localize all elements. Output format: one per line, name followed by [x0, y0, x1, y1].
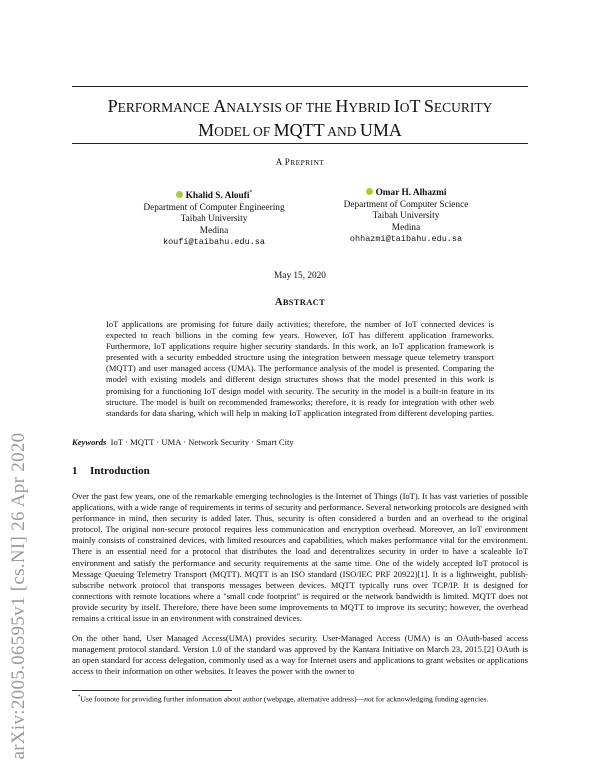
footnote-rule [72, 690, 232, 691]
abstract-text: IoT applications are promising for future daily activities; therefore, the number of IoT connected devices is expected to reach billions in the coming few years. However, IoT has different application frameworks. Furthermore, IoT applications require higher security standards. In this work, an IoT application framework is presented with a security embedded structure using the integration between message queue telemetry transport (MQTT) and user managed access (UMA). The performance analysis of the model is presented. Comparing the model with existing models and different design structures shows that the model presented in this work is promising for a functioning IoT design model with security. The security in the model is a built-in feature in its structure. The model is built on recommended frameworks; therefore, it is ready for integration with other web standards for data sharing, which will help in making IoT application integrated from different developing parties. [106, 319, 494, 418]
author-name-1: Khalid S. Aloufi* [104, 188, 324, 203]
section-number: 1 [72, 465, 78, 477]
author-name-2: Omar H. Alhazmi [296, 188, 516, 200]
title-bottom-rule [72, 143, 528, 144]
author-univ-1: Taibah University [180, 214, 248, 225]
author-dept-1: Department of Computer Engineering [143, 202, 285, 213]
footnote: *Use footnote for providing further information about author (webpage, alternative address)—not for acknowledging funding agencies. [77, 694, 489, 704]
orcid-icon[interactable] [176, 191, 183, 198]
orcid-icon[interactable] [366, 188, 373, 195]
author-city-2: Medina [391, 222, 421, 233]
author-email-1[interactable]: koufi@taibahu.edu.sa [162, 237, 266, 248]
title-line-2: MODEL OF MQTT AND UMA [198, 120, 402, 140]
keywords-text: IoT · MQTT · UMA · Network Security · Smart City [110, 437, 294, 447]
section-title: Introduction [90, 465, 150, 477]
author-dept-2: Department of Computer Science [343, 199, 469, 210]
keywords-line [72, 437, 294, 447]
arxiv-stamp [6, 210, 32, 760]
keywords-label: Keywords [72, 437, 107, 447]
intro-paragraph-2: On the other hand, User Managed Access(UMA) provides security. User-Managed Access (UMA) is an OAuth-based access management protocol standard. Version 1.0 of the standard was approved by the Kantara Initiative on March 23, 2015.[2] OAuth is an open standard for access delegation, commonly used as a way for Internet users and applications to grant websites or applications access to their information on other websites. It leaves the power with the owner to [72, 633, 528, 677]
preprint-label: A PREPRINT [275, 157, 325, 167]
abstract-heading: ABSTRACT [274, 297, 326, 308]
arxiv-id: arXiv:2005.06595v1 [cs.NI] 26 Apr 2020 [8, 432, 29, 760]
author-block-2 [296, 188, 516, 246]
intro-paragraph-1: Over the past few years, one of the remarkable emerging technologies is the Internet of Things (IoT). It has vast varieties of possible applications, with a wide range of requirements in terms of security and performance. Several networking protocols are designed with performance in mind, then security is added later. Thus, security is often considered a burden and an overhead to the original protocol. The original non-secure protocol requires less communication and encryption overhead. Moreover, an IoT environment mainly consists of constrained devices, with limited resources and capabilities, which makes performance vital for the environment. There is an essential need for a protocol that distributes the load and decentralizes security in order to have a scaleable IoT environment and satisfy the performance and security requirements at the same time. One of the widely accepted IoT protocol is Message Queuing Telemetry Transport (MQTT). MQTT is an ISO standard (ISO/IEC PRF 20922)[1]. It is a lightweight, publish-subscribe network protocol that transports messages between devices. MQTT typically runs over TCP/IP. It is designed for connections with remote locations where a "small code footprint" is required or the network bandwidth is limited. MQTT does not provide security by itself. Therefore, there have been some improvements to MQTT to improve its security; however, the overhead remains a critical issue in an environment with constrained devices. [72, 491, 528, 624]
author-univ-2: Taibah University [372, 211, 440, 222]
author-city-1: Medina [199, 225, 229, 236]
author-email-2[interactable]: ohhazmi@taibahu.edu.sa [349, 234, 463, 245]
publication-date: May 15, 2020 [274, 271, 326, 281]
section-heading [72, 465, 150, 477]
title-line-1: PERFORMANCE ANALYSIS OF THE HYBRID IOT SECURITY [107, 96, 493, 116]
paper-title [72, 95, 528, 143]
title-top-rule [72, 86, 528, 87]
author-block-1 [104, 188, 324, 249]
